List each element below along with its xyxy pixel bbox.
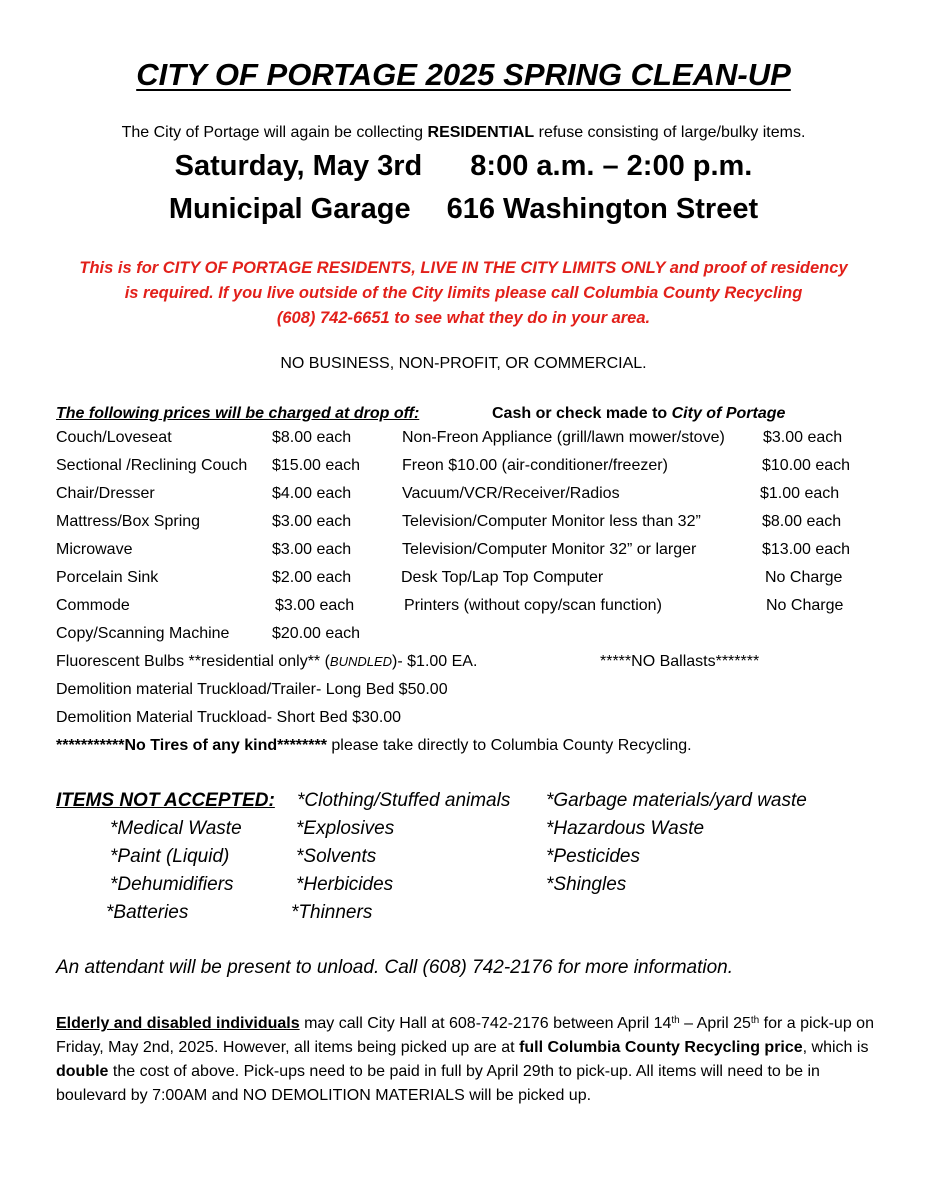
not-accepted-item: *Clothing/Stuffed animals [297,790,511,811]
price-item-chair: Chair/Dresser [56,485,155,502]
elderly-full-price: full Columbia County Recycling price [519,1039,803,1056]
price-mattress: $3.00 each [272,513,352,530]
not-accepted-item: *Herbicides [296,874,394,895]
elderly-text-4: , which is [802,1039,869,1056]
price-item-copier: Copy/Scanning Machine [56,625,230,642]
price-computer: No Charge [765,569,843,586]
payment-info [492,405,785,423]
not-accepted-item: *Dehumidifiers [110,874,234,895]
price-freon: $10.00 each [762,457,851,474]
price-tv-small: $8.00 each [762,513,842,530]
price-printer: No Charge [766,597,844,614]
elderly-sup-1: th [671,1015,680,1026]
payee-name: City of Portage [671,405,786,422]
not-accepted-item: *Garbage materials/yard waste [546,790,807,811]
residency-notice-line-2: is required. If you live outside of the City limits please call Columbia County Recycling [124,284,803,302]
price-sink: $2.00 each [272,569,352,586]
not-accepted-item: *Solvents [296,846,377,867]
not-accepted-item: *Shingles [546,874,627,895]
price-item-mattress: Mattress/Box Spring [56,513,201,530]
no-business-notice: NO BUSINESS, NON-PROFIT, OR COMMERCIAL. [280,355,647,372]
tires-rest: please take directly to Columbia County Recycling. [326,737,692,754]
not-accepted-item: *Medical Waste [110,818,242,839]
not-accepted-item: *Pesticides [546,846,640,867]
intro-residential: RESIDENTIAL [427,124,535,141]
fluorescent-bundled: BUNDLED [329,654,393,669]
tires-notice [56,737,692,755]
not-accepted-item: *Batteries [106,902,189,923]
price-item-freon: Freon $10.00 (air-conditioner/freezer) [402,457,668,474]
tires-bold: ***********No Tires of any kind******** [56,737,327,754]
price-item-couch: Couch/Loveseat [56,429,172,446]
price-item-non-freon: Non-Freon Appliance (grill/lawn mower/stove) [402,429,725,446]
demolition-long-bed: Demolition material Truckload/Trailer- Long Bed $50.00 [56,681,448,698]
price-item-sink: Porcelain Sink [56,569,159,586]
not-accepted-item: *Hazardous Waste [546,818,705,839]
elderly-lead: Elderly and disabled individuals [56,1015,300,1032]
price-item-printer: Printers (without copy/scan function) [404,597,662,614]
fluorescent-price: )- $1.00 EA. [392,653,478,670]
elderly-text-2: – April 25 [679,1015,751,1032]
residency-notice-line-3: (608) 742-6651 to see what they do in your area. [276,309,651,327]
attendant-notice: An attendant will be present to unload. Call (608) 742-2176 for more information. [56,957,734,978]
event-location [0,193,927,226]
no-ballasts: *****NO Ballasts******* [600,653,760,670]
not-accepted-item: *Paint (Liquid) [110,846,230,867]
event-date: Saturday, May 3rd [174,150,423,182]
price-non-freon: $3.00 each [763,429,843,446]
payment-label: Cash or check made to [492,405,672,422]
price-item-computer: Desk Top/Lap Top Computer [401,569,604,586]
price-microwave: $3.00 each [272,541,352,558]
event-address: 616 Washington Street [446,193,759,225]
price-item-commode: Commode [56,597,130,614]
fluorescent-line [56,653,477,671]
intro-before: The City of Portage will again be collecting [121,124,428,141]
price-commode: $3.00 each [275,597,355,614]
intro-line [0,124,927,142]
elderly-text-5: the cost of above. Pick-ups need to be paid in full by April 29th to pick-up. All items will need to be in boulevard by 7:00AM and NO DEMOLITION MATERIALS will be picked up. [56,1063,820,1104]
event-date-time [0,150,927,183]
not-accepted-label: ITEMS NOT ACCEPTED: [56,790,275,811]
elderly-text-1: may call City Hall at 608-742-2176 between April 14 [299,1015,672,1032]
price-vacuum: $1.00 each [760,485,840,502]
residency-notice-line-1: This is for CITY OF PORTAGE RESIDENTS, LIVE IN THE CITY LIMITS ONLY and proof of residency [79,259,848,277]
page-title: CITY OF PORTAGE 2025 SPRING CLEAN-UP [136,57,791,92]
price-tv-large: $13.00 each [762,541,851,558]
event-time: 8:00 a.m. – 2:00 p.m. [470,150,753,182]
price-item-sectional: Sectional /Reclining Couch [56,457,248,474]
price-chair: $4.00 each [272,485,352,502]
intro-after: refuse consisting of large/bulky items. [534,124,806,141]
not-accepted-item: *Thinners [291,902,373,923]
event-place: Municipal Garage [168,193,411,225]
price-item-tv-large: Television/Computer Monitor 32” or larger [402,541,697,558]
price-copier: $20.00 each [272,625,361,642]
price-sectional: $15.00 each [272,457,361,474]
price-item-vacuum: Vacuum/VCR/Receiver/Radios [402,485,620,502]
elderly-pickup-paragraph [56,1012,876,1108]
price-couch: $8.00 each [272,429,352,446]
elderly-text-3: for a pick-up on Friday, May 2nd, 2025. However, all items being picked up are at [56,1015,874,1056]
elderly-double: double [56,1063,109,1080]
prices-header: The following prices will be charged at drop off: [56,405,420,422]
price-item-microwave: Microwave [56,541,133,558]
fluorescent-text: Fluorescent Bulbs **residential only** ( [56,653,330,670]
demolition-short-bed: Demolition Material Truckload- Short Bed $30.00 [56,709,402,726]
elderly-sup-2: th [750,1015,760,1026]
not-accepted-item: *Explosives [296,818,395,839]
price-item-tv-small: Television/Computer Monitor less than 32” [402,513,701,530]
